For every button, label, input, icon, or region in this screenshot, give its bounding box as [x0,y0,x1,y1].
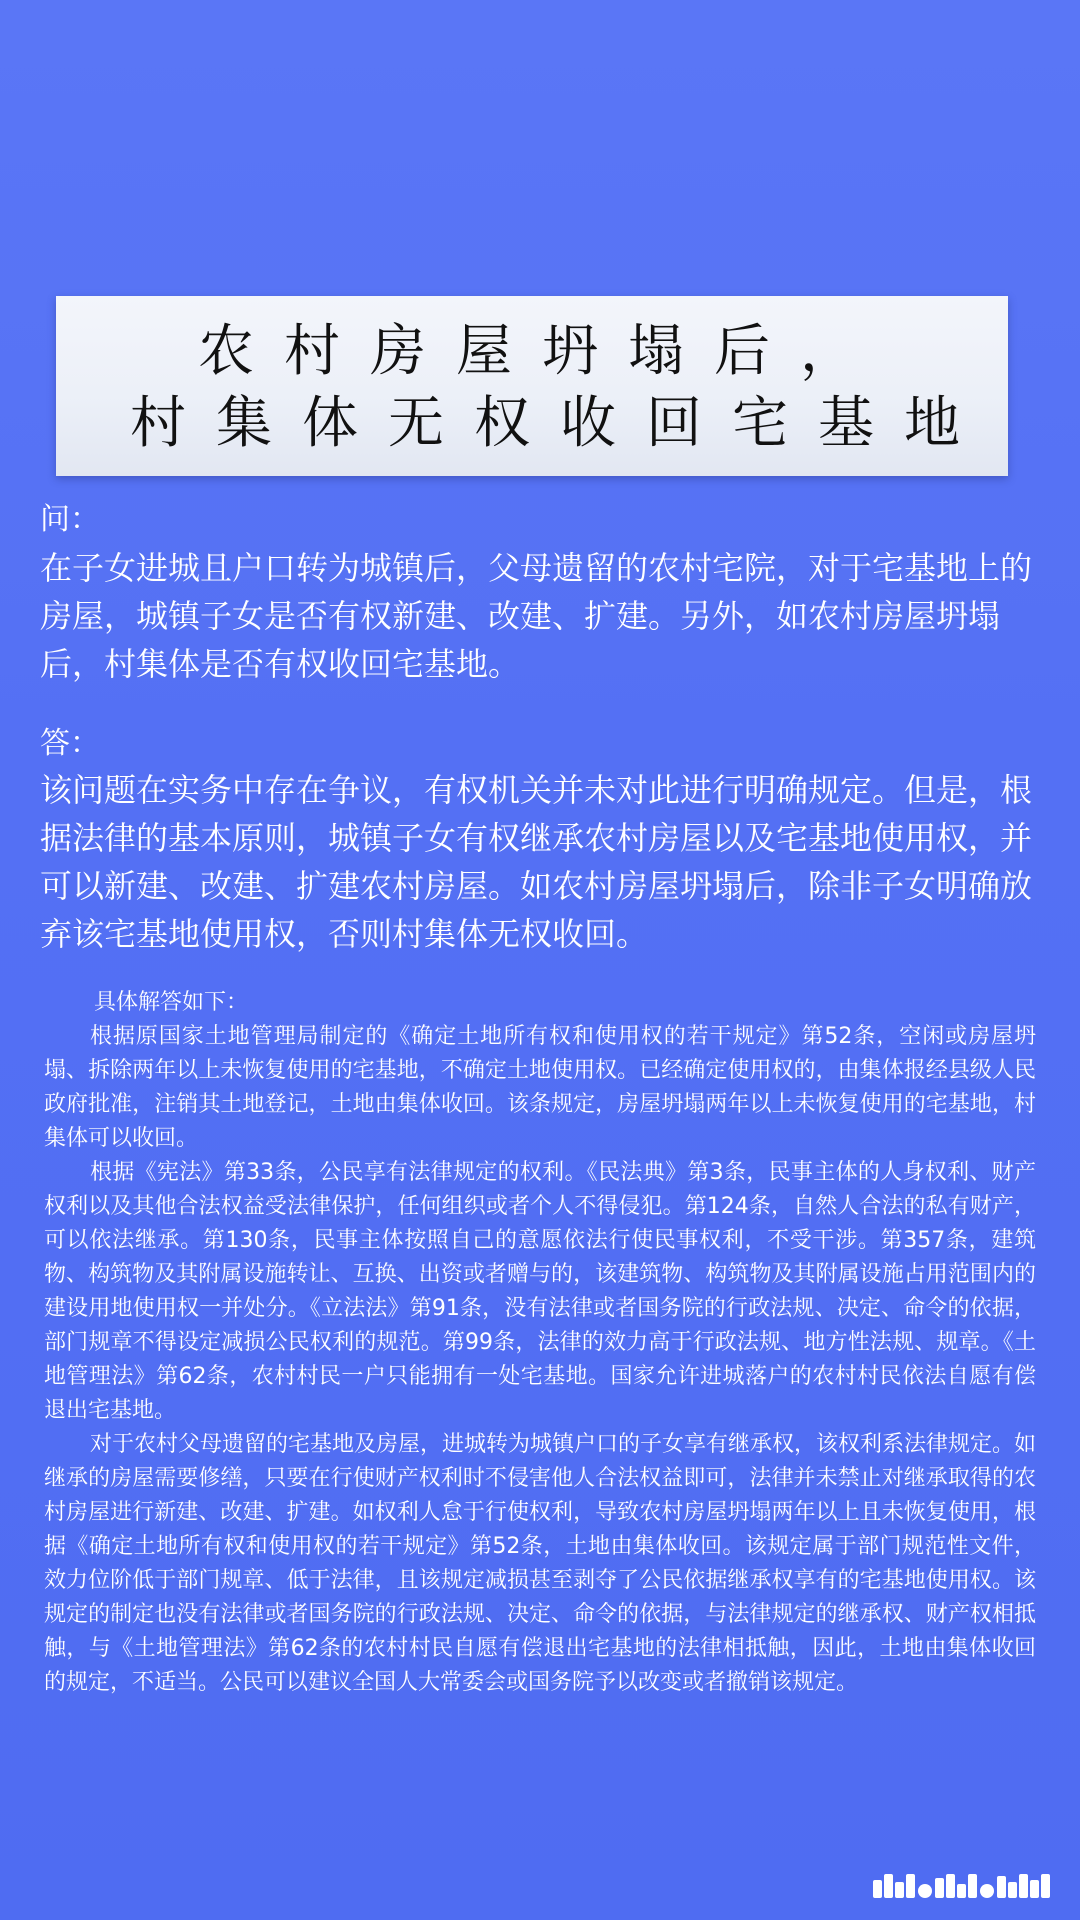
detailed-answer [44,986,1036,1700]
detail-paragraph: 根据《宪法》第33条，公民享有法律规定的权利。《民法典》第3条，民事主体的人身权利、财产权利以及其他合法权益受法律保护，任何组织或者个人不得侵犯。第124条，自然人合法的私有财产，可以依法继承。第130条，民事主体按照自己的意愿依法行使民事权利，不受干涉。第357条，建筑物、构筑物及其附属设施转让、互换、出资或者赠与的，该建筑物、构筑物及其附属设施占用范围内的建设用地使用权一并处分。《立法法》第91条，没有法律或者国务院的行政法规、决定、命令的依据，部门规章不得设定减损公民权利的规范。第99条，法律的效力高于行政法规、地方性法规、规章。《土地管理法》第62条，农村村民一户只能拥有一处宅基地。国家允许进城落户的农村村民依法自愿有偿退出宅基地。 [44,1160,1036,1423]
bars-watermark-icon [873,1874,1050,1898]
answer-text: 该问题在实务中存在争议，有权机关并未对此进行明确规定。但是，根据法律的基本原则，城镇子女有权继承农村房屋以及宅基地使用权，并可以新建、改建、扩建农村房屋。如农村房屋坍塌后，除非子女明确放弃该宅基地使用权，否则村集体无权收回。 [40,771,1033,953]
detail-paragraph: 根据原国家土地管理局制定的《确定土地所有权和使用权的若干规定》第52条，空闲或房屋坍塌、拆除两年以上未恢复使用的宅基地，不确定土地使用权。已经确定使用权的，由集体报经县级人民政府批准，注销其土地登记，土地由集体收回。该条规定，房屋坍塌两年以上未恢复使用的宅基地，村集体可以收回。 [44,1024,1036,1151]
question-text: 在子女进城且户口转为城镇后，父母遗留的农村宅院，对于宅基地上的房屋，城镇子女是否有权新建、改建、扩建。另外，如农村房屋坍塌后，村集体是否有权收回宅基地。 [40,549,1033,683]
detail-paragraph: 对于农村父母遗留的宅基地及房屋，进城转为城镇户口的子女享有继承权，该权利系法律规定。如继承的房屋需要修缮，只要在行使财产权利时不侵害他人合法权益即可，法律并未禁止对继承取得的农村房屋进行新建、改建、扩建。如权利人怠于行使权利，导致农村房屋坍塌两年以上且未恢复使用，根据《确定土地所有权和使用权的若干规定》第52条，土地由集体收回。该规定属于部门规范性文件，效力位阶低于部门规章、低于法律，且该规定减损甚至剥夺了公民依据继承权享有的宅基地使用权。该规定的制定也没有法律或者国务院的行政法规、决定、命令的依据，与法律规定的继承权、财产权相抵触，与《土地管理法》第62条的农村村民自愿有偿退出宅基地的法律相抵触，因此，土地由集体收回的规定，不适当。公民可以建议全国人大常委会或国务院予以改变或者撤销该规定。 [44,1432,1037,1695]
title-line-1: 农村房屋坍塌后， [198,319,886,384]
question-label: 问： [40,502,100,537]
title-line-2: 村集体无权收回宅基地 [130,391,990,456]
detail-heading: 具体解答如下： [94,990,249,1015]
title-banner [56,296,1008,476]
answer-label: 答： [40,726,100,761]
